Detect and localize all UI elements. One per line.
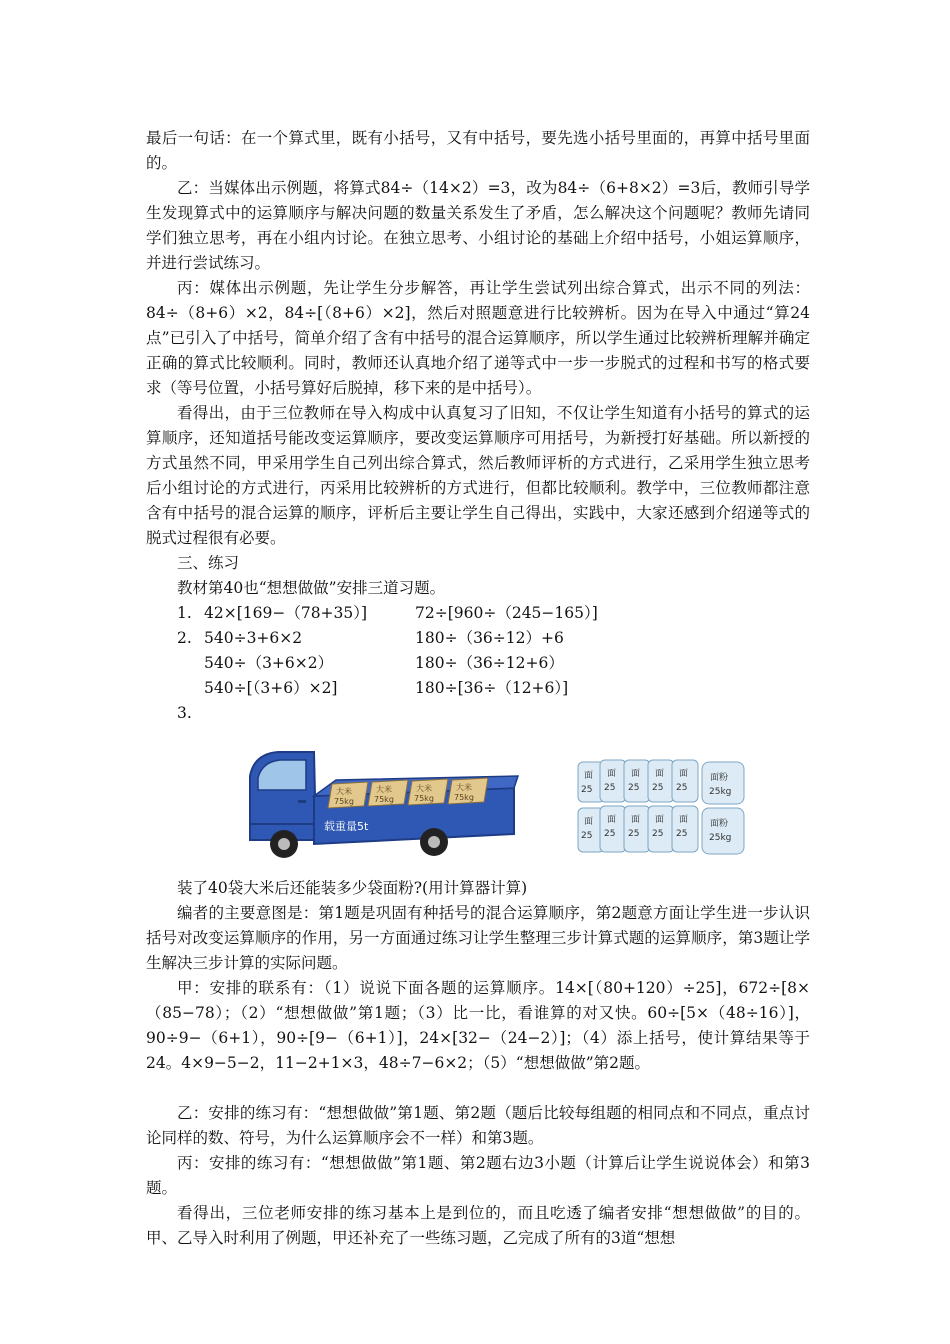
- rice-sack-weight: 75kg: [334, 797, 354, 806]
- flour-bag-weight: 25: [604, 783, 616, 793]
- exercise-3-number: 3.: [177, 704, 192, 722]
- paragraph-final-summary: 看得出，三位老师安排的练习基本上是到位的，而且吃透了编者安排“想想做做”的目的。甲、乙导入时利用了例题，甲还补充了一些练习题，乙完成了所有的3道“想想: [146, 1204, 810, 1247]
- illustration-caption: 装了40袋大米后还能装多少袋面粉?(用计算器计算): [177, 879, 528, 897]
- truck-illustration: [244, 744, 522, 864]
- flour-bag: [672, 760, 698, 802]
- flour-bag-label: 面: [607, 769, 617, 779]
- exercise-2-row-1-right: 180÷（36÷12）+6: [415, 629, 564, 647]
- flour-bag-label: 面: [631, 769, 641, 779]
- flour-bag-weight: 25: [628, 829, 640, 839]
- exercise-2-row-3-right: 180÷[36÷（12+6）]: [415, 679, 569, 697]
- rice-sack-label: 大米: [376, 785, 392, 794]
- exercise-2-row-3-left: 540÷[（3+6）×2]: [204, 679, 338, 697]
- flour-bag-weight: 25: [652, 829, 664, 839]
- exercise-2-row-1-left: 540÷3+6×2: [204, 629, 303, 647]
- rice-sack: [328, 782, 368, 808]
- paragraph-bing-practice: 丙：安排的练习有：“想想做做”第1题、第2题右边3小题（计算后让学生说说体会）和第3题。: [146, 1154, 810, 1197]
- paragraph-summary: 看得出，由于三位教师在导入构成中认真复习了旧知，不仅让学生知道有小括号的算式的运算顺序，还知道括号能改变运算顺序，要改变运算顺序可用括号，为新授打好基础。所以新授的方式虽然不同，甲采用学生自己列出综合算式，然后教师评析的方式进行，乙采用学生独立思考后小组讨论的方式进行，丙采用比较辨析的方式进行，但都比较顺利。教学中，三位教师都注意含有中括号的混合运算的顺序，评析后主要让学生自己得出，实践中，大家还感到介绍递等式的脱式过程很有必要。: [146, 404, 810, 547]
- flour-bag-weight: 25: [581, 785, 593, 795]
- exercise-1-left: 42×[169−（78+35）]: [204, 604, 368, 622]
- paragraph-yi-practice: 乙：安排的练习有：“想想做做”第1题、第2题（题后比较每组题的相同点和不同点，重点讨论同样的数、符号，为什么运算顺序会不一样）和第3题。: [146, 1104, 810, 1147]
- flour-bag-label: 面: [584, 817, 594, 827]
- exercise-2-number: 2.: [177, 629, 192, 647]
- flour-bag-label: 面: [631, 815, 641, 825]
- paragraph-bing: 丙：媒体出示例题，先让学生分步解答，再让学生尝试列出综合算式，出示不同的列法：84÷（8+6）×2，84÷[（8+6）×2]，然后对照题意进行比较辨析。因为在导入中通过“算24点”已引入了中括号，简单介绍了含有中括号的混合运算顺序，所以学生通过比较辨析理解并确定正确的算式比较顺利。同时，教师还认真地介绍了递等式中一步一步脱式的过程和书写的格式要求（等号位置，小括号算好后脱掉，移下来的是中括号）。: [146, 279, 810, 397]
- paragraph-conclusion: 最后一句话：在一个算式里，既有小括号，又有中括号，要先选小括号里面的，再算中括号里面的。: [146, 129, 810, 172]
- truck-load-label: 载重量5t: [324, 820, 369, 833]
- rice-sack-weight: 75kg: [454, 793, 474, 802]
- flour-bag: [648, 806, 674, 852]
- flour-bag: [648, 760, 674, 802]
- paragraph-textbook: 教材第40也“想想做做”安排三道习题。: [177, 579, 446, 597]
- flour-bag: [600, 760, 626, 802]
- flour-bag-weight: 25: [676, 783, 688, 793]
- flour-bag-label: 面: [655, 815, 665, 825]
- flour-bag-label: 面: [679, 815, 689, 825]
- section-heading-practice: 三、练习: [177, 554, 240, 572]
- flour-bag-weight: 25: [628, 783, 640, 793]
- flour-bag-label: 面: [584, 771, 594, 781]
- flour-bag-large-label: 面粉: [710, 819, 729, 829]
- flour-bags-illustration: [576, 756, 766, 860]
- flour-bag-large-label: 面粉: [710, 773, 729, 783]
- rice-sack: [368, 780, 408, 806]
- flour-bag: [624, 806, 650, 852]
- exercise-1-number: 1.: [177, 604, 192, 622]
- rice-sack-label: 大米: [456, 783, 472, 792]
- exercise-2-row-2-left: 540÷（3+6×2）: [204, 654, 334, 672]
- rice-sack-weight: 75kg: [374, 795, 394, 804]
- flour-bag-label: 面: [607, 815, 617, 825]
- rice-sack-weight: 75kg: [414, 794, 434, 803]
- rice-sack-label: 大米: [336, 787, 352, 796]
- flour-bag-weight: 25: [581, 831, 593, 841]
- flour-bag-large: [702, 762, 744, 804]
- flour-bag-large-weight: 25kg: [709, 787, 732, 797]
- flour-bag: [672, 806, 698, 852]
- rice-sack-label: 大米: [416, 784, 432, 793]
- paragraph-editor-intent: 编者的主要意图是：第1题是巩固有种括号的混合运算顺序，第2题意方面让学生进一步认识括号对改变运算顺序的作用，另一方面通过练习让学生整理三步计算式题的运算顺序，第3题让学生解决三步计算的实际问题。: [146, 904, 810, 972]
- rice-sack: [448, 778, 488, 804]
- exercise-1-right: 72÷[960÷（245−165）]: [415, 604, 598, 622]
- flour-bag: [600, 806, 626, 852]
- rice-sack: [408, 779, 448, 805]
- flour-bag-weight: 25: [676, 829, 688, 839]
- flour-bag-large: [702, 808, 744, 854]
- flour-bag-large-weight: 25kg: [709, 833, 732, 843]
- exercise-2-row-2-right: 180÷（36÷12+6）: [415, 654, 564, 672]
- flour-bag-label: 面: [679, 769, 689, 779]
- flour-bag-weight: 25: [604, 829, 616, 839]
- paragraph-jia-practice: 甲：安排的联系有：（1）说说下面各题的运算顺序。14×[（80+120）÷25]，672÷[8×（85−78）；（2）“想想做做”第1题；（3）比一比，看谁算的对又快。60÷[5×（48÷16）]，90÷9−（6+1），90÷[9−（6+1）]，24×[32−（24−2）]；（4）添上括号，使计算结果等于24。4×9−5−2，11−2+1×3，48÷7−6×2；（5）“想想做做”第2题。: [146, 979, 810, 1072]
- flour-bag-label: 面: [655, 769, 665, 779]
- flour-bag: [624, 760, 650, 802]
- paragraph-yi: 乙：当媒体出示例题，将算式84÷（14×2）=3，改为84÷（6+8×2）=3后，教师引导学生发现算式中的运算顺序与解决问题的数量关系发生了矛盾，怎么解决这个问题呢？教师先请同学们独立思考，再在小组内讨论。在独立思考、小组讨论的基础上介绍中括号，小姐运算顺序，并进行尝试练习。: [146, 179, 810, 272]
- flour-bag-weight: 25: [652, 783, 664, 793]
